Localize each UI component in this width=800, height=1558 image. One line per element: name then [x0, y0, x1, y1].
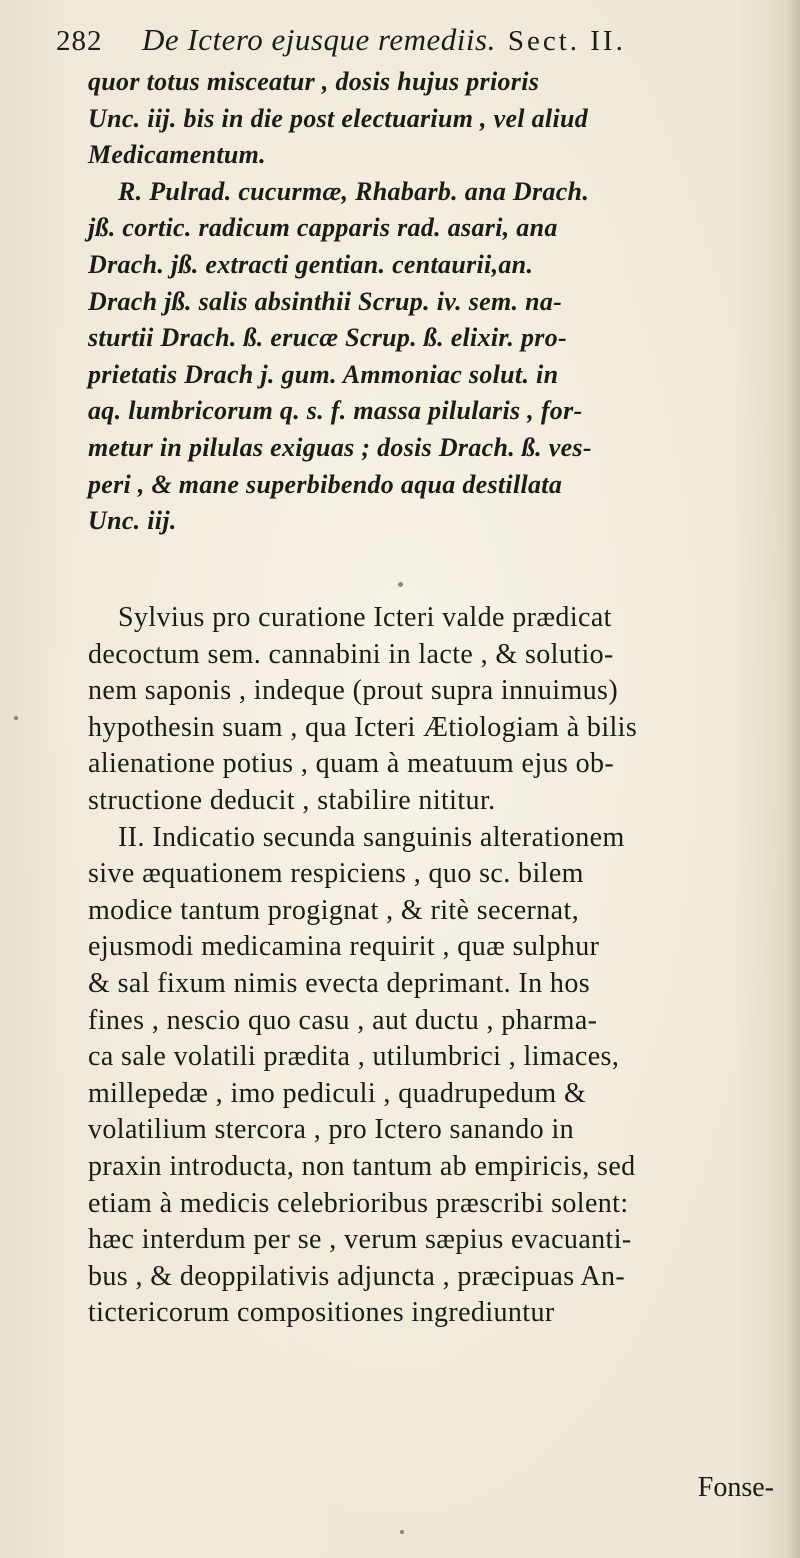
text-line: alienatione potius , quam à meatuum ejus ob- — [88, 748, 615, 780]
running-title: De Ictero ejusque remediis. — [142, 22, 496, 57]
text-line: hypothesin suam , qua Icteri Ætiologiam à bilis — [88, 711, 638, 743]
text-line: Drach jß. salis absinthii Scrup. iv. sem. na- — [88, 286, 563, 316]
text-line: quor totus misceatur , dosis hujus prioris — [88, 67, 540, 96]
text-line: decoctum sem. cannabini in lacte , & solutio- — [88, 638, 614, 670]
text-line: peri , & mane superbibendo aqua destillata — [88, 469, 563, 499]
running-header — [56, 22, 786, 62]
text-line: modice tantum progignat , & ritè secernat, — [88, 894, 580, 926]
text-line: Drach. jß. extracti gentian. centaurii,an. — [88, 249, 534, 279]
text-line: & sal fixum nimis evecta deprimant. In hos — [88, 967, 591, 999]
text-line: etiam à medicis celebrioribus præscribi solent: — [88, 1187, 629, 1219]
text-line: praxin introducta, non tantum ab empiricis, sed — [88, 1150, 636, 1182]
text-line: hæc interdum per se , verum sæpius evacuanti- — [88, 1224, 632, 1256]
text-line: Unc. iij. — [88, 506, 177, 536]
text-line: sturtii Drach. ß. erucæ Scrup. ß. elixir. pro- — [88, 323, 567, 353]
text-line: nem saponis , indeque (prout supra innuimus) — [88, 675, 619, 707]
text-line: Unc. iij. bis in die post electuarium , vel aliud — [88, 103, 589, 133]
text-line: Sylvius pro curatione Icteri valde prædicat — [118, 602, 612, 633]
body-paragraphs — [88, 600, 788, 1332]
recipe-paragraph — [88, 64, 788, 540]
text-line: prietatis Drach j. gum. Ammoniac solut. in — [88, 359, 559, 389]
text-line: bus , & deoppilativis adjuncta , præcipuas An- — [88, 1260, 626, 1292]
text-line: structione deducit , stabilire nititur. — [88, 784, 496, 816]
text-line: aq. lumbricorum q. s. f. massa pilularis , for- — [88, 396, 583, 426]
text-line: metur in pilulas exiguas ; dosis Drach. ß. ves- — [88, 432, 592, 462]
text-line: ejusmodi medicamina requirit , quæ sulphur — [88, 931, 600, 963]
section-label: Sect. II. — [507, 25, 626, 57]
text-line: Medicamentum. — [88, 140, 266, 170]
text-line: II. Indicatio secunda sanguinis alterationem — [118, 821, 625, 853]
text-line: volatilium stercora , pro Ictero sanando in — [88, 1114, 575, 1146]
ink-speck — [398, 582, 403, 587]
text-line: sive æquationem respiciens , quo sc. bilem — [88, 858, 584, 890]
text-line: R. Pulrad. cucurmæ, Rhabarb. ana Drach. — [118, 176, 590, 206]
text-line: jß. cortic. radicum capparis rad. asari, ana — [88, 213, 558, 243]
text-line: tictericorum compositiones ingrediuntur — [88, 1297, 555, 1329]
text-line: ca sale volatili prædita , utilumbrici , limaces, — [88, 1041, 620, 1073]
text-line: fines , nescio quo casu , aut ductu , pharma- — [88, 1004, 598, 1036]
catchword: Fonse- — [697, 1472, 774, 1503]
text-line: millepedæ , imo pediculi , quadrupedum & — [88, 1077, 587, 1109]
page-number: 282 — [56, 25, 103, 57]
page-edge-shadow — [786, 0, 800, 1558]
ink-speck — [14, 716, 18, 720]
ink-speck — [400, 1530, 404, 1534]
